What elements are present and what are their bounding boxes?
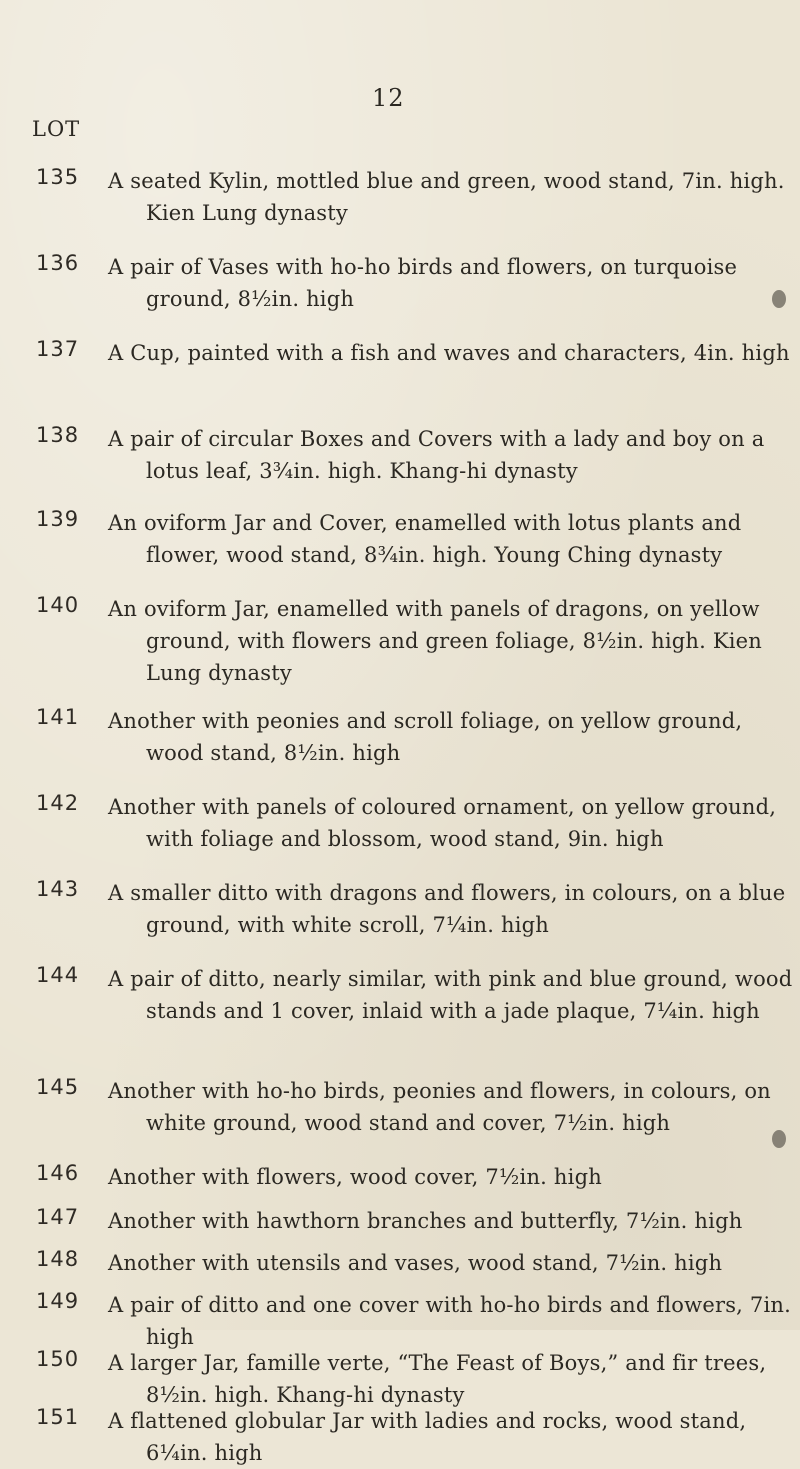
lot-number: 146: [36, 1161, 80, 1185]
lot-number: 142: [36, 791, 80, 815]
lot-description: An oviform Jar and Cover, enamelled with lotus plants and flower, wood stand, 8¾in. high. Young Ching dynasty: [108, 511, 742, 567]
lot-description: Another with utensils and vases, wood stand, 7½in. high: [108, 1251, 723, 1275]
lot-description: Another with hawthorn branches and butterfly, 7½in. high: [108, 1209, 743, 1233]
lot-number: 136: [36, 251, 80, 275]
lot-number: 143: [36, 877, 80, 901]
lot-description: Another with flowers, wood cover, 7½in. high: [108, 1165, 602, 1189]
lot-description: A pair of circular Boxes and Covers with a lady and boy on a lotus leaf, 3¾in. high. Khang-hi dynasty: [108, 427, 765, 483]
lot-number: 150: [36, 1347, 80, 1371]
lot-description: A pair of Vases with ho-ho birds and flowers, on turquoise ground, 8½in. high: [108, 255, 738, 311]
lot-description: A Cup, painted with a fish and waves and characters, 4in. high: [108, 341, 790, 365]
lot-number: 148: [36, 1247, 80, 1271]
lot-description: A pair of ditto and one cover with ho-ho birds and flowers, 7in. high: [108, 1293, 791, 1349]
lot-description: Another with peonies and scroll foliage, on yellow ground, wood stand, 8½in. high: [108, 709, 743, 765]
lot-description: A pair of ditto, nearly similar, with pink and blue ground, wood stands and 1 cover, inlaid with a jade plaque, 7¼in. high: [108, 967, 793, 1023]
page-number: 12: [372, 84, 405, 112]
lot-column-heading: LOT: [32, 117, 81, 141]
ink-smudge-mark: [772, 1130, 786, 1148]
lot-number: 145: [36, 1075, 80, 1099]
lot-description: A flattened globular Jar with ladies and rocks, wood stand, 6¼in. high: [108, 1409, 747, 1465]
lot-description: Another with ho-ho birds, peonies and flowers, in colours, on white ground, wood stand and cover, 7½in. high: [108, 1079, 771, 1135]
ink-smudge-mark: [772, 290, 786, 308]
lot-number: 147: [36, 1205, 80, 1229]
lot-number: 138: [36, 423, 80, 447]
lot-description: A smaller ditto with dragons and flowers, in colours, on a blue ground, with white scroll, 7¼in. high: [108, 881, 786, 937]
lot-number: 137: [36, 337, 80, 361]
lot-number: 149: [36, 1289, 80, 1313]
lot-number: 151: [36, 1405, 80, 1429]
lot-description: A seated Kylin, mottled blue and green, wood stand, 7in. high. Kien Lung dynasty: [108, 169, 785, 225]
lot-description: Another with panels of coloured ornament, on yellow ground, with foliage and blossom, wood stand, 9in. high: [108, 795, 777, 851]
lot-number: 139: [36, 507, 80, 531]
lot-number: 140: [36, 593, 80, 617]
lot-number: 141: [36, 705, 80, 729]
lot-number: 144: [36, 963, 80, 987]
lot-description: An oviform Jar, enamelled with panels of dragons, on yellow ground, with flowers and green foliage, 8½in. high. Kien Lung dynasty: [108, 597, 763, 685]
lot-description: A larger Jar, famille verte, “The Feast of Boys,” and fir trees, 8½in. high. Khang-hi dynasty: [108, 1351, 767, 1407]
lot-number: 135: [36, 165, 80, 189]
